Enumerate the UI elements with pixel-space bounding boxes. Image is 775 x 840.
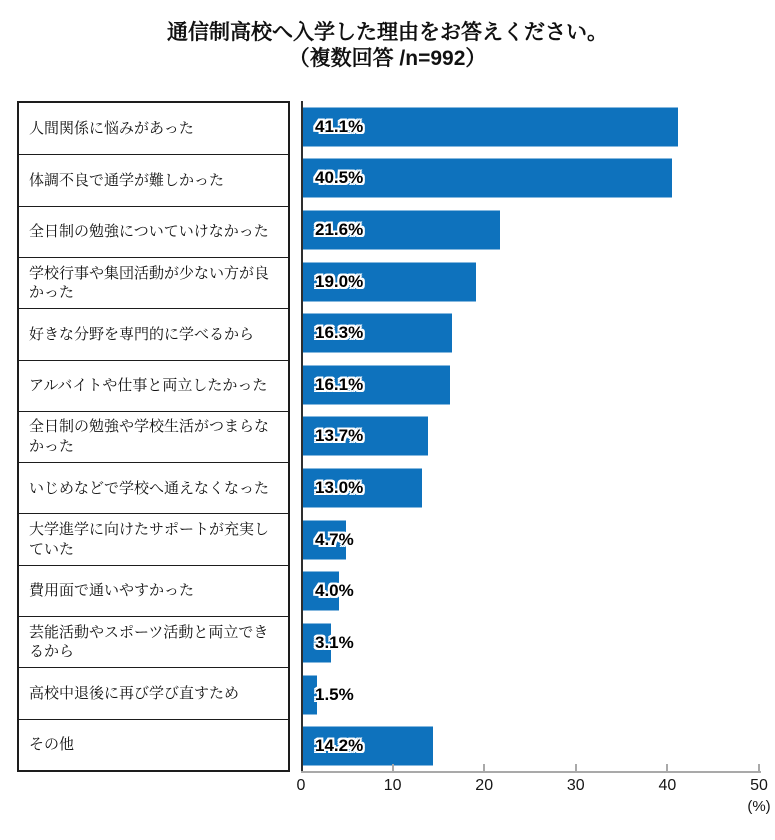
category-cell — [19, 462, 288, 513]
category-label: 体調不良で通学が難しかった — [29, 171, 225, 189]
category-label: 全日制の勉強や学校生活がつまらなかった — [29, 418, 270, 455]
chart-title-line1: 通信制高校へ入学した理由をお答えください。 — [167, 21, 608, 44]
category-label: 学校行事や集団活動が少ない方が良かった — [29, 264, 270, 302]
category-cell — [19, 257, 288, 308]
bar-row — [303, 462, 759, 514]
bar-row — [303, 514, 759, 566]
bar-row — [303, 153, 759, 205]
x-axis-unit-label: (%) — [747, 798, 771, 815]
bar-row — [303, 411, 759, 463]
category-label: 費用面で通いやすかった — [29, 582, 195, 600]
chart-title-line2: （複数回答 /n=992） — [288, 47, 487, 71]
plot-area — [301, 101, 759, 772]
bar-row — [303, 307, 759, 359]
category-label: 好きな分野を専門的に学べるから — [29, 325, 255, 343]
bar-value-label: 13.7% — [315, 426, 364, 446]
bar-value-label: 40.5% — [315, 168, 364, 188]
category-label: 大学進学に向けたサポートが充実していた — [29, 521, 270, 558]
bar-row — [303, 256, 759, 308]
x-axis-tick — [666, 764, 668, 771]
category-label: 高校中退後に再び学び直すため — [29, 684, 240, 702]
category-label: いじめなどで学校へ通えなくなった — [29, 479, 270, 497]
bar-value-label: 41.1% — [315, 116, 364, 136]
category-cell — [19, 103, 288, 154]
bar-value-label: 16.1% — [315, 374, 364, 394]
bar-value-label: 14.2% — [315, 736, 364, 756]
category-label: アルバイトや仕事と両立したかった — [29, 376, 268, 394]
x-axis-labels — [296, 777, 768, 799]
x-axis-tick — [758, 764, 760, 771]
bar-value-label: 1.5% — [315, 684, 354, 704]
category-label: その他 — [29, 736, 75, 754]
category-cell — [19, 719, 288, 770]
category-cell — [19, 206, 288, 257]
category-label: 人間関係に悩みがあった — [29, 119, 194, 137]
category-label: 芸能活動やスポーツ活動と両立できるから — [29, 623, 269, 661]
x-axis-tick — [392, 764, 394, 771]
bar-value-label: 13.0% — [315, 478, 364, 498]
x-axis-tick-label: 20 — [475, 777, 494, 794]
category-cell — [19, 616, 288, 667]
category-label: 全日制の勉強についていけなかった — [29, 223, 269, 241]
x-axis-tick-label: 0 — [296, 777, 306, 794]
category-table — [17, 101, 290, 772]
category-cell — [19, 154, 288, 205]
bar-value-label: 19.0% — [315, 271, 364, 291]
category-cell — [19, 565, 288, 616]
x-axis-tick-label: 30 — [566, 777, 585, 794]
x-axis-line — [301, 771, 761, 773]
x-axis-tick-label: 50 — [750, 777, 768, 794]
category-cell — [19, 360, 288, 411]
bar-row — [303, 617, 759, 669]
bar-row — [303, 101, 759, 153]
category-cell — [19, 308, 288, 359]
bar-row — [303, 359, 759, 411]
bar-row — [303, 669, 759, 721]
bar-value-label: 4.7% — [315, 529, 354, 549]
chart-title — [0, 20, 775, 73]
x-axis-tick-label: 40 — [658, 777, 677, 794]
bar-value-label: 4.0% — [315, 581, 354, 601]
bar-value-label: 21.6% — [315, 220, 364, 240]
category-cell — [19, 667, 288, 718]
bar-row — [303, 566, 759, 618]
bar-value-label: 3.1% — [315, 632, 354, 652]
x-axis-tick-label: 10 — [383, 777, 402, 794]
bar-row — [303, 204, 759, 256]
bar-value-label: 16.3% — [315, 323, 364, 343]
x-axis-ticks — [301, 764, 759, 771]
category-cell — [19, 411, 288, 462]
x-axis-tick — [483, 764, 485, 771]
category-cell — [19, 513, 288, 564]
x-axis-tick — [575, 764, 577, 771]
